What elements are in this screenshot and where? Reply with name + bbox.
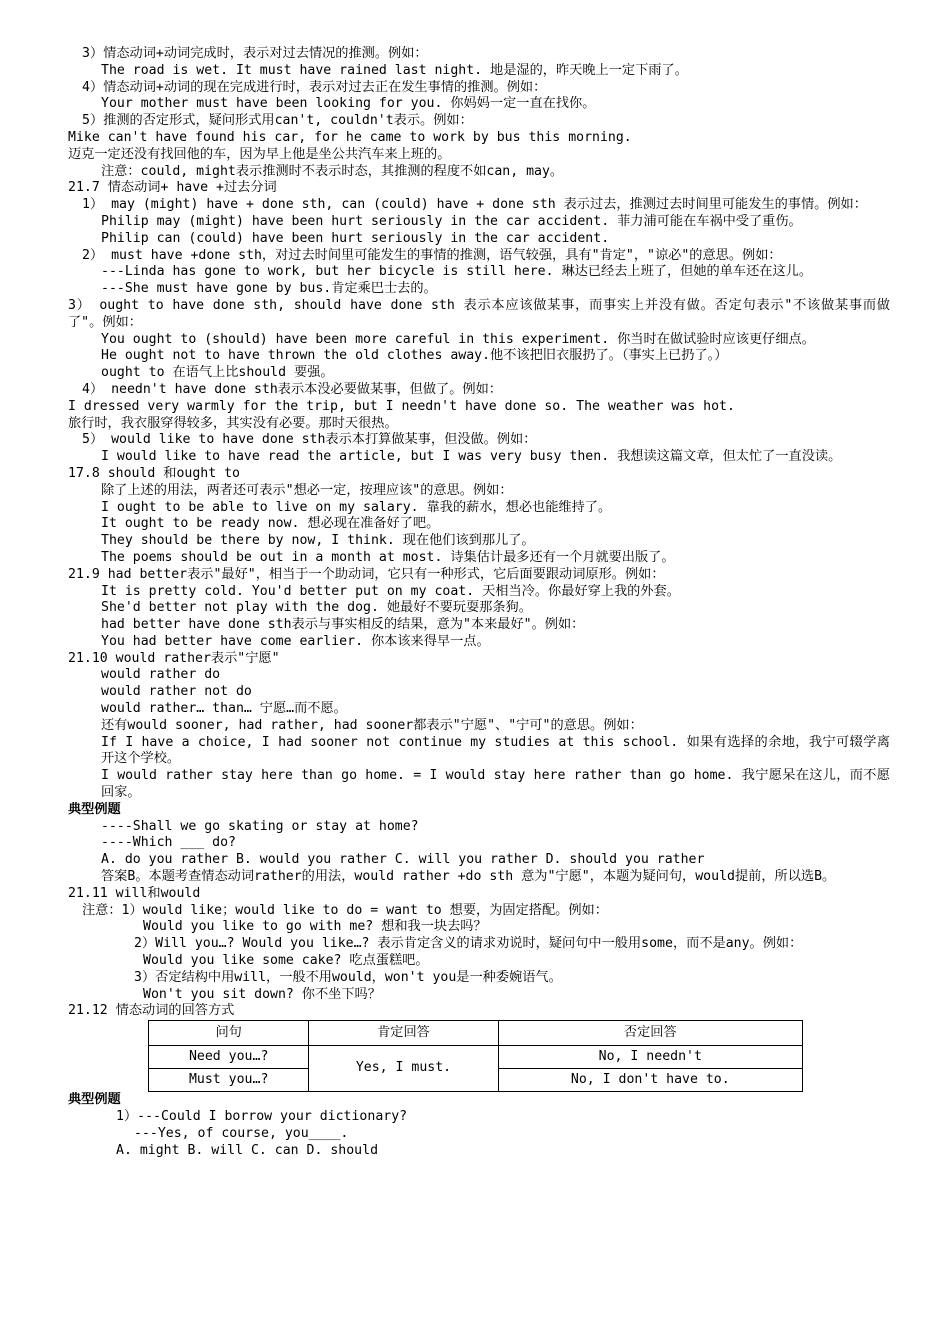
text-paragraph: ---Linda has gone to work, but her bicycle is still here. 琳达已经去上班了，但她的单车还在这儿。 [101,264,813,280]
text-line: ---She must have gone by bus.肯定乘巴士去的。 [101,281,437,297]
section-heading: 17.8 should 和ought to [68,465,240,481]
text-paragraph: 答案B。本题考查情态动词rather的用法，would rather +do sth 意为"宁愿"，本题为疑问句，would提前，所以选B。 [101,869,836,885]
text-line: You had better have come earlier. 你本该来得早一点。 [101,633,490,649]
text-paragraph: 2） must have +done sth，对过去时间里可能发生的事情的推测，语气较强，具有"肯定"，"谅必"的意思。例如： [82,247,782,263]
example-heading: 典型例题 [68,1092,121,1108]
text-line: 迈克一定还没有找回他的车，因为早上他是坐公共汽车来上班的。 [68,146,451,162]
text-line: 注意：1）would like；would like to do = want to 想要，为固定搭配。例如： [82,902,608,918]
text-line: It is pretty cold. You'd better put on my coat. 天相当冷。你最好穿上我的外套。 [101,583,680,599]
text-line: She'd better not play with the dog. 她最好不要玩耍那条狗。 [101,600,532,616]
text-line: 5） would like to have done sth表示本打算做某事，但没做。例如： [82,432,537,448]
text-line: had better have done sth表示与事实相反的结果，意为"本来最好"。例如： [101,617,585,633]
section-heading: 21.7 情态动词+ have +过去分词 [68,180,277,196]
text-line: would rather… than… 宁愿…而不愿。 [101,701,347,717]
text-paragraph: I would rather stay here than go home. = I would stay here rather than go home. 我宁愿呆在这儿，而不愿回家。 [101,768,890,801]
text-line: The road is wet. It must have rained last night. 地是湿的，昨天晚上一定下雨了。 [101,62,688,78]
table-cell: No, I don't have to. [498,1069,802,1092]
text-line: Your mother must have been looking for you. 你妈妈一定一直在找你。 [101,96,596,112]
text-line: ---Yes, of course, you____. [134,1125,349,1141]
answer-table [148,1020,803,1092]
text-line: The poems should be out in a month at most. 诗集估计最多还有一个月就要出版了。 [101,549,675,565]
table-cell: No, I needn't [498,1046,802,1069]
text-line: Mike can't have found his car, for he came to work by bus this morning. [68,129,632,145]
text-line: 注意：could, might表示推测时不表示时态，其推测的程度不如can, may。 [101,163,564,179]
text-line: ought to 在语气上比should 要强。 [101,365,334,381]
section-heading: 21.11 will和would [68,885,201,901]
text-line: 1）---Could I borrow your dictionary? [116,1109,408,1125]
answer-options: A. might B. will C. can D. should [116,1142,379,1158]
text-line: Would you like some cake? 吃点蛋糕吧。 [143,953,429,969]
table-header: 否定回答 [498,1021,802,1046]
text-line: ----Shall we go skating or stay at home? [101,818,419,834]
text-paragraph: 2）Will you…? Would you like…? 表示肯定含义的请求劝说时，疑问句中一般用some，而不是any。例如： [134,936,803,952]
text-line: ----Which ___ do? [101,835,236,851]
text-line: would rather not do [101,684,252,700]
table-header: 问句 [149,1021,309,1046]
section-heading: 21.9 had better表示"最好"，相当于一个助动词，它只有一种形式，它后面要跟动词原形。例如： [68,566,665,582]
text-line: 旅行时，我衣服穿得较多，其实没有必要。那时天很热。 [68,415,398,431]
text-line: would rather do [101,667,221,683]
table-header-row [149,1021,803,1046]
text-line: Philip may (might) have been hurt seriously in the car accident. 菲力浦可能在车祸中受了重伤。 [101,213,802,229]
answer-options: A. do you rather B. would you rather C. will you rather D. should you rather [101,852,705,868]
text-line: It ought to be ready now. 想必现在准备好了吧。 [101,516,440,532]
text-paragraph: 1） may (might) have + done sth, can (could) have + done sth 表示过去，推测过去时间里可能发生的事情。例如： [82,197,867,213]
text-paragraph: If I have a choice, I had sooner not continue my studies at this school. 如果有选择的余地，我宁可辍学离开这个学校。 [101,734,890,767]
text-line: 除了上述的用法，两者还可表示"想必一定，按理应该"的意思。例如： [101,482,513,498]
text-line: I ought to be able to live on my salary. 靠我的薪水，想必也能维持了。 [101,499,612,515]
text-line: I dressed very warmly for the trip, but I needn't have done so. The weather was hot. [68,398,735,414]
text-line: 还有would sooner, had rather, had sooner都表示"宁愿"、"宁可"的意思。例如： [101,717,643,733]
section-heading: 21.12 情态动词的回答方式 [68,1003,235,1019]
text-line: Would you like to go with me? 想和我一块去吗？ [143,919,487,935]
text-line: Won't you sit down? 你不坐下吗？ [143,986,381,1002]
text-line: 4）情态动词+动词的现在完成进行时，表示对过去正在发生事情的推测。例如： [82,79,547,95]
text-line: They should be there by now, I think. 现在他们该到那儿了。 [101,533,535,549]
section-heading: 21.10 would rather表示"宁愿" [68,650,280,666]
table-row [149,1046,803,1069]
text-line: 3）否定结构中用will，一般不用would，won't you是一种委婉语气。 [134,969,562,985]
table-cell: Need you…? [149,1046,309,1069]
document-body [68,46,890,1159]
text-paragraph: 3） ought to have done sth, should have done sth 表示本应该做某事，而事实上并没有做。否定句表示"不该做某事而做了"。例如： [68,297,890,330]
table-header: 肯定回答 [309,1021,498,1046]
text-paragraph: I would like to have read the article, but I was very busy then. 我想读这篇文章，但太忙了一直没读。 [101,449,842,465]
text-line: Philip can (could) have been hurt seriously in the car accident. [101,230,610,246]
text-line: 3）情态动词+动词完成时，表示对过去情况的推测。例如： [82,46,428,61]
table-cell: Must you…? [149,1069,309,1092]
table-cell-merged: Yes, I must. [309,1046,498,1092]
text-line: He ought not to have thrown the old clothes away.他不该把旧衣服扔了。（事实上已扔了。） [101,348,728,364]
text-paragraph: You ought to (should) have been more careful in this experiment. 你当时在做试验时应该更仔细点。 [101,331,815,347]
example-heading: 典型例题 [68,801,121,817]
text-line: 4） needn't have done sth表示本没必要做某事，但做了。例如： [82,381,502,397]
text-line: 5）推测的否定形式，疑问形式用can't, couldn't表示。例如： [82,113,473,129]
